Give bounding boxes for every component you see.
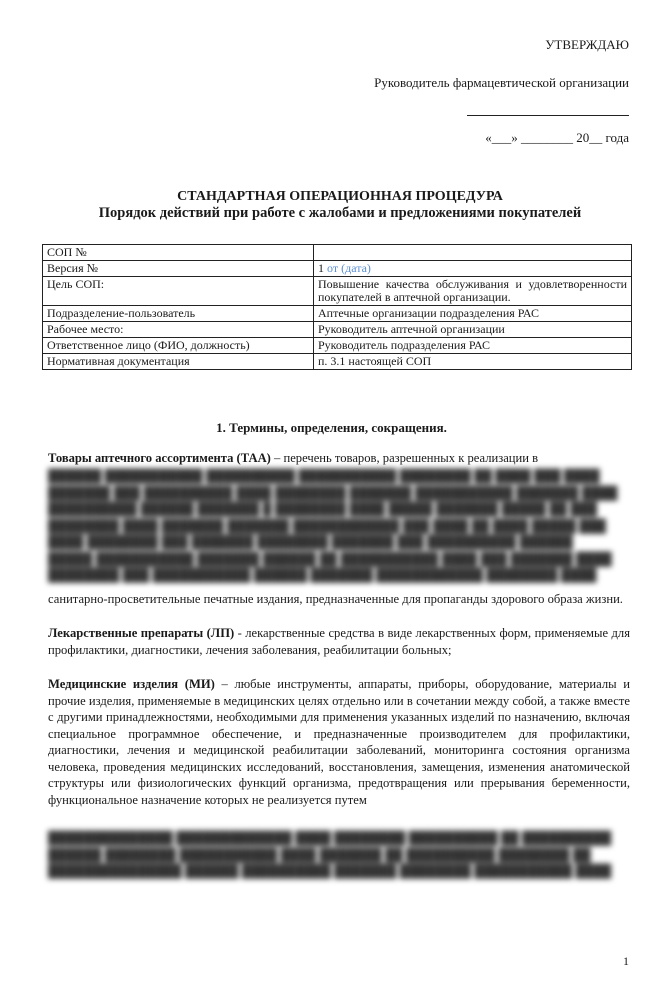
- meta-key: Рабочее место:: [43, 322, 314, 338]
- approval-date: «___» ________ 20__ года: [485, 130, 629, 145]
- lp-paragraph: [48, 625, 630, 658]
- approver-position: Руководитель фармацевтической организации: [374, 75, 629, 90]
- redacted-text-block: ██████ ███████████ ██████████ ███████████ ████████ ██ ████ ███ ████ ███████ ███ ██████████ ████ ████████ ███████ ███████████ ███████ ████ ██████████ ██████ ███████ █ ████████ ████ █████ ███████ █████ ██ ███ ████████ ████ ███████ ███████ ████████████ ███ ████ ██ ████ █████ ███ ████ ████████ ███ ███████ ████████ ███████ ███ ██████████ ██████ █████ ███████████ ███████ ██████ ██ ███████████ ████ ███ ███████ ████ ████████ ███ ███████████ ██████ ███████ ████████████ ████████ ████: [48, 469, 618, 582]
- section-heading: 1. Термины, определения, сокращения.: [216, 420, 447, 435]
- meta-value: [314, 245, 632, 261]
- lp-term: Лекарственные препараты (ЛП): [48, 626, 235, 640]
- title-subject: Порядок действий при работе с жалобами и предложениями покупателей: [98, 205, 582, 221]
- mi-paragraph: [48, 676, 630, 808]
- meta-value: п. 3.1 настоящей СОП: [314, 354, 632, 370]
- table-row: [43, 245, 632, 261]
- meta-key: Версия №: [43, 261, 314, 277]
- meta-value: Руководитель подразделения РАС: [314, 338, 632, 354]
- table-row: [43, 338, 632, 354]
- version-number: 1: [318, 261, 324, 275]
- meta-key: Ответственное лицо (ФИО, должность): [43, 338, 314, 354]
- title-main: СТАНДАРТНАЯ ОПЕРАЦИОННАЯ ПРОЦЕДУРА: [177, 189, 503, 204]
- meta-value: Аптечные организации подразделения РАС: [314, 306, 632, 322]
- meta-key: Нормативная документация: [43, 354, 314, 370]
- table-row: [43, 261, 632, 277]
- taa-tail-paragraph: [48, 591, 630, 608]
- redacted-text-block-2: ██████████████ █████████████ ████ ████████ ██████████ ██ ██████████ ██████ ████████ ███████████ ████ ███████ ██ ██████████ ████████ ██ ███████████████ ██████ ██████████ ███████ ████████ ███████████ ████: [48, 831, 612, 878]
- taa-tail: санитарно-просветительные печатные издания, предназначенные для пропаганды здорового образа жизни.: [48, 592, 623, 606]
- table-row: [43, 277, 632, 306]
- meta-key: СОП №: [43, 245, 314, 261]
- taa-term: Товары аптечного ассортимента (ТАА): [48, 451, 271, 465]
- mi-term: Медицинские изделия (МИ): [48, 677, 215, 691]
- mi-text: – любые инструменты, аппараты, приборы, оборудование, материалы и прочие изделия, применяемые в медицинских целях отдельно или в сочетании между собой, а также вместе с другими принадлежностями, необходимыми для применения указанных изделий по назначению, включая специальное программное обеспечение, и предназначенные производителем для профилактики, диагностики, лечения и медицинской реабилитации заболеваний, мониторинга состояния организма человека, проведения медицинских исследований, восстановления, замещения, изменения анатомической структуры или физиологических функций организма, предотвращения или прерывания беременности, функциональное назначение которых не реализуется путем: [48, 677, 630, 807]
- meta-key: Цель СОП:: [43, 277, 314, 306]
- taa-lead: – перечень товаров, разрешенных к реализации в: [270, 451, 539, 465]
- sop-meta-table: [42, 244, 632, 370]
- document-title: [30, 188, 650, 222]
- meta-value: Руководитель аптечной организации: [314, 322, 632, 338]
- taa-paragraph: [48, 450, 630, 467]
- approval-block: [369, 36, 629, 146]
- meta-value: Повышение качества обслуживания и удовлетворенности покупателей в аптечной организации.: [314, 277, 632, 306]
- table-row: [43, 354, 632, 370]
- table-row: [43, 322, 632, 338]
- meta-key: Подразделение-пользователь: [43, 306, 314, 322]
- signature-line: [467, 115, 629, 116]
- page-number: 1: [623, 954, 629, 968]
- version-date: от (дата): [327, 261, 371, 275]
- table-row: [43, 306, 632, 322]
- lp-text: - лекарственные средства в виде лекарственных форм, применяемые для профилактики, диагностики, лечения заболевания, реабилитации больных;: [48, 626, 630, 657]
- meta-value: [314, 261, 632, 277]
- approval-heading: УТВЕРЖДАЮ: [545, 37, 629, 52]
